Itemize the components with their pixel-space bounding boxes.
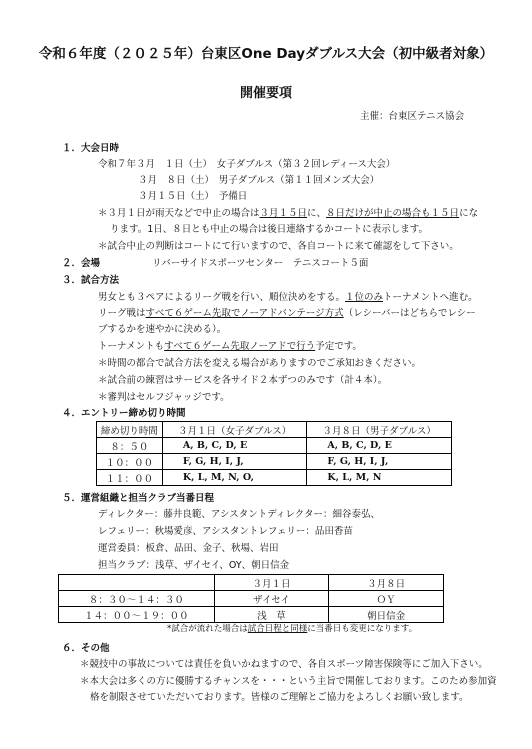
other-note-2: ＊本大会は多くの方に優勝するチャンスを・・・という主旨で開催しております。このため参加資 xyxy=(80,676,497,687)
table-row xyxy=(59,591,444,607)
method-note-3: ＊審判はセルフジャッジです。 xyxy=(98,392,230,403)
method-line-2: リーグ戦はすべて６ゲーム先取でノーアドバンテージ方式（レシーバーはどちらでレシー xyxy=(98,308,476,319)
section-4-heading: ４．エントリー締め切り時間 xyxy=(62,408,186,419)
date-line-1: 令和７年３月 １日（土） 女子ダブルス（第３２回レディース大会） xyxy=(98,159,396,170)
method-line-1: 男女とも３ペアによるリーグ戦を行い、順位決めをする。１位のみトーナメントへ進む。 xyxy=(98,292,478,303)
table-header-cell: 締め切り時間 xyxy=(97,422,163,438)
duty-club-day2: ＯＹ xyxy=(329,591,444,607)
women-pairs: A, B, C, D, E xyxy=(162,438,307,454)
women-pairs: K, L, M, N, O, xyxy=(162,470,307,486)
table-header-cell: ３月８日 xyxy=(329,575,444,591)
table-row xyxy=(59,607,444,623)
table-header-cell xyxy=(59,575,215,591)
duty-club-day1: ザイセイ xyxy=(214,591,329,607)
section-6-heading: ６．その他 xyxy=(62,643,110,654)
duty-time: １４：００～１９：００ xyxy=(59,607,215,623)
date-line-2: ３月 ８日（土） 男子ダブルス（第１１回メンズ大会） xyxy=(138,175,380,186)
women-pairs: F, G, H, I, J, xyxy=(162,454,307,470)
organizer: 主催：台東区テニス協会 xyxy=(360,111,465,122)
page-title: 令和６年度（２０２５年）台東区One Dayダブルス大会（初中級者対象） xyxy=(38,46,494,62)
staff-line-4: 担当クラブ：浅草、ザイセイ、OY、朝日信金 xyxy=(98,560,290,571)
table-row xyxy=(97,470,452,486)
other-note-3: 格を制限させていただいております。皆様のご理解とご協力をよろしくお願い致します。 xyxy=(90,692,469,703)
table-header-row xyxy=(97,422,452,438)
rain-note-line-2: ります。1日、８日とも中止の場合は後日連絡するかコートに表示します。 xyxy=(110,224,429,235)
date-line-3: ３月１５日（土） 予備日 xyxy=(138,191,248,202)
table-header-cell: ３月８日（男子ダブルス） xyxy=(307,422,452,438)
rain-note-line-1: ＊３月１日が雨天などで中止の場合は３月１５日に、８日だけが中止の場合も１５日にな xyxy=(98,208,479,219)
duty-club-day2: 朝日信金 xyxy=(329,607,444,623)
staff-line-1: ディレクター：藤井良範、アシスタントディレクター：細谷泰弘、 xyxy=(98,509,381,520)
method-line-4: トーナメントもすべて６ゲーム先取ノーアドで行う予定です。 xyxy=(98,341,362,352)
table-row xyxy=(97,454,452,470)
staff-line-3: 運営委員：板倉、品田、金子、秋場、岩田 xyxy=(98,543,279,554)
entry-deadline-table xyxy=(96,421,452,486)
men-pairs: F, G, H, I, J, xyxy=(307,454,452,470)
method-note-2: ＊試合前の練習はサービスを各サイド２本ずつのみです（計４本）。 xyxy=(98,375,388,386)
men-pairs: K, L, M, N xyxy=(307,470,452,486)
cancel-note: ＊試合中止の判断はコートにて行いますので、各自コートに来て確認をして下さい。 xyxy=(98,241,459,252)
men-pairs: A, B, C, D, E xyxy=(307,438,452,454)
section-3-heading: ３．試合方法 xyxy=(62,275,120,286)
table-header-cell: ３月１日 xyxy=(214,575,329,591)
section-5-heading: ５．運営組織と担当クラブ当番日程 xyxy=(62,493,215,504)
venue: リバーサイドスポーツセンター テニスコート５面 xyxy=(152,258,369,269)
table-row xyxy=(97,438,452,454)
method-note-1: ＊時間の都合で試合方法を変える場合がありますのでご承知おきください。 xyxy=(98,358,422,369)
deadline-time: １１：００ xyxy=(97,470,163,486)
staff-line-2: レフェリー：秋場愛彦、アシスタントレフェリー：品田香苗 xyxy=(98,526,353,537)
section-2-heading: ２．会場 xyxy=(62,258,101,269)
deadline-time: １０：００ xyxy=(97,454,163,470)
duty-note: *試合が流れた場合は試合日程と同様に当番日も変更になります。 xyxy=(167,624,418,634)
duty-time: ８：３０～１４：３０ xyxy=(59,591,215,607)
deadline-time: ８：５０ xyxy=(97,438,163,454)
duty-schedule-table xyxy=(58,574,444,623)
duty-club-day1: 浅 草 xyxy=(214,607,329,623)
method-line-3: ブするかを速やかに決める）。 xyxy=(98,324,227,335)
other-note-1: ＊競技中の事故については責任を負いかねますので、各自スポーツ障害保険等にご加入下さい。 xyxy=(80,659,488,670)
table-header-cell: ３月１日（女子ダブルス） xyxy=(162,422,307,438)
section-1-heading: １．大会日時 xyxy=(62,143,120,154)
table-header-row xyxy=(59,575,444,591)
page-subtitle: 開催要項 xyxy=(239,86,292,101)
